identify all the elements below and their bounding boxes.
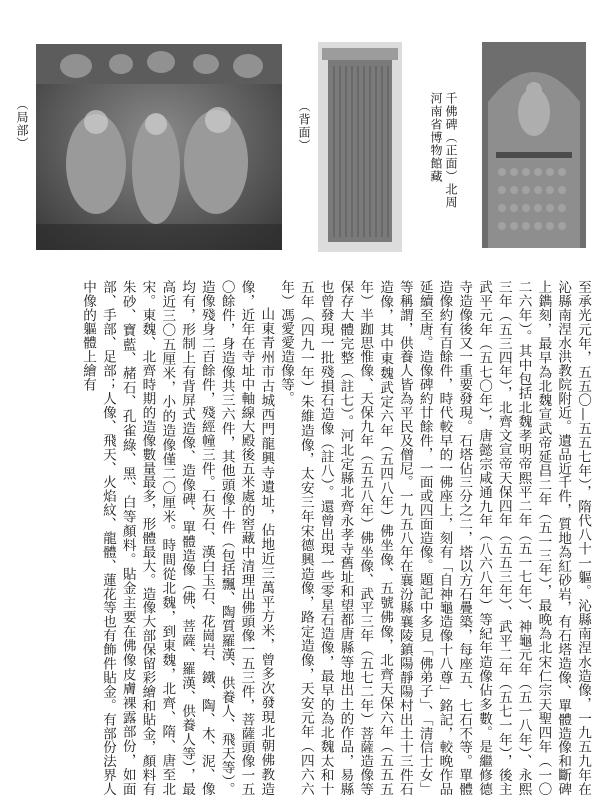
caption-front: 千佛碑（正面）北周 河南省博物館藏 xyxy=(429,92,458,222)
stele-front-icon xyxy=(482,42,586,248)
stele-back-photo xyxy=(318,42,402,252)
body-text xyxy=(8,280,592,796)
caption-back: （背面） xyxy=(297,100,311,152)
relief-detail-photo xyxy=(36,44,282,250)
stele-front-photo xyxy=(482,42,586,248)
paragraph: 山東青州市古城西門龍興寺遺址，佔地近三萬平方米，曾多次發現北朝佛教造像，近年在寺址中軸線大殿後五米處的窖藏中清理出佛頭像一五三件，菩薩頭像一五〇餘件，身造像共三六件，其他頭像十件（包括飄、陶質羅漢、供養人、飛天等）。造像殘身二百餘件，殘經幢三件。石灰石、漢白玉石、花崗岩、鐵、陶、木、泥、像均有，形制上有背屏式造像、造像碑、單體造像（佛、菩薩、羅漢、供養人等），最高近三〇五厘米，小的造像僅二〇厘米。時間從北魏，到東魏，北齊、隋、唐至北宋。東魏、北齊時期的造像數量最多，形體最大。造像大部保留彩繪和貼金，顏料有朱砂、寶藍、赭石、孔雀綠、黑、白等顏料。貼金主要在佛像皮膚裸露部份，如面部、手部、足部；人像、飛天、火焰紋、龍體、蓮花等也有飾件貼金。有部份法界人中像的軀體上繪有 xyxy=(80,280,275,796)
paragraph: 至承光元年，五五〇—五五七年），隋代八十一軀。沁縣南涅水造像，一九五九年在沁縣南涅水洪教院附近。遺品近千件，質地為紅砂岩，有石塔造像、單體造像和斷碑上鐫刻，最早為北魏宣武帝延昌二年（五一三年），最晚為北宋仁宗天聖四年（一〇二六年）。其中包括北魏孝明帝熙平二年（五一七年）、神龜元年（五一八年）、永熙三年（五三四年），北齊文宣帝天保四年（五五三年）、武平二年（五七一年），後主武平元年（五七〇年），唐懿宗咸通九年（八六八年）等紀年造像佔多數。是繼修德寺造像後又一重要發現。石塔佔三分之二，塔以方石疊築，每座五、七石不等。單體造像約有百餘件，時代較早的一佛座上，刻有「自神龜造像十八尊」銘記，較晚作品延續至唐。造像碑約廿餘件，一面或四面造像。題記中多見「佛弟子」、「清信士女」等稱謂，供養人皆為平民及僧尼。一九五八年在襄汾縣襄陵鎮陽靜陽村出土十三件石造像，其中東魏武定六年（五四八年）佛坐像、五號佛像，北齊天保六年（五五五年）半跏思惟像、天保九年（五五八年）佛坐像、武平三年（五七二年）菩薩造像等保存大體完整（註七）。河北定縣北齊永孝寺舊址和望都唐縣等地出土的作品，易縣也曾發現一批殘損石造像（註八）。還曾出現一些零星石造像，最早的為北魏太和十五年（四九一年）朱維造像，太安三年宋德興造像，路定造像，天安元年（四六六年）馮愛愛造像等。 xyxy=(278,280,591,796)
stele-back-icon xyxy=(318,42,402,252)
relief-sculpture-icon xyxy=(36,44,282,250)
caption-detail: （局部） xyxy=(15,98,29,150)
